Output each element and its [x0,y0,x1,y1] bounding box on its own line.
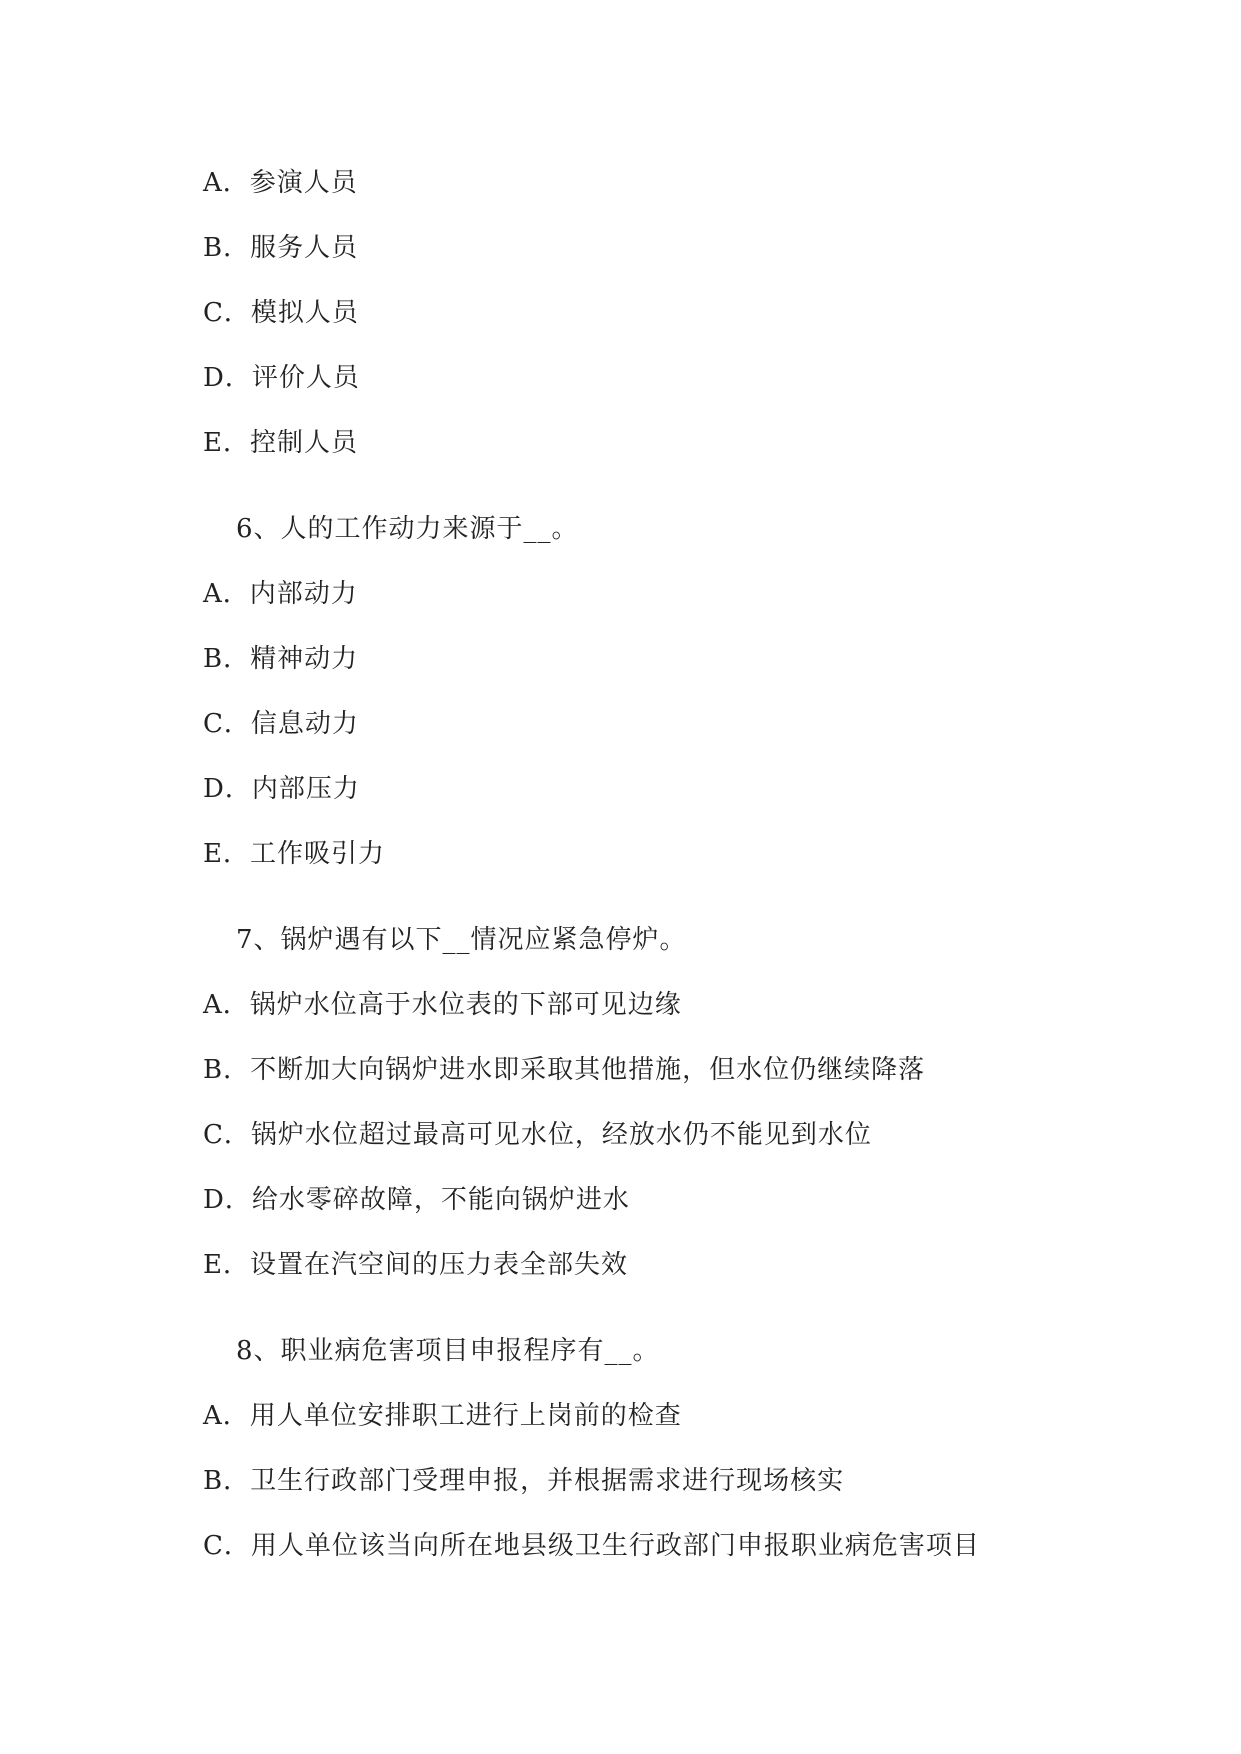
option-line: B．不断加大向锅炉进水即采取其他措施，但水位仍继续降落 [203,1055,926,1085]
option-line: E．控制人员 [203,428,358,458]
question-line: 7、锅炉遇有以下__情况应紧急停炉。 [236,925,687,955]
option-line: C．用人单位该当向所在地县级卫生行政部门申报职业病危害项目 [203,1531,980,1561]
option-line: C．模拟人员 [203,298,359,328]
option-line: C．锅炉水位超过最高可见水位，经放水仍不能见到水位 [203,1120,872,1150]
option-line: B．卫生行政部门受理申报，并根据需求进行现场核实 [203,1466,845,1496]
option-line: D．给水零碎故障，不能向锅炉进水 [203,1185,630,1215]
option-line: A．锅炉水位高于水位表的下部可见边缘 [203,990,682,1020]
question-line: 8、职业病危害项目申报程序有__。 [236,1336,660,1366]
option-line: A．用人单位安排职工进行上岗前的检查 [203,1401,682,1431]
option-line: A．内部动力 [203,579,358,609]
option-line: B．精神动力 [203,644,359,674]
option-line: E．设置在汽空间的压力表全部失效 [203,1250,628,1280]
option-line: B．服务人员 [203,233,359,263]
option-line: E．工作吸引力 [203,839,385,869]
option-line: D．评价人员 [203,363,360,393]
question-line: 6、人的工作动力来源于__。 [236,514,579,544]
option-line: C．信息动力 [203,709,359,739]
option-line: A．参演人员 [203,168,358,198]
option-line: D．内部压力 [203,774,360,804]
